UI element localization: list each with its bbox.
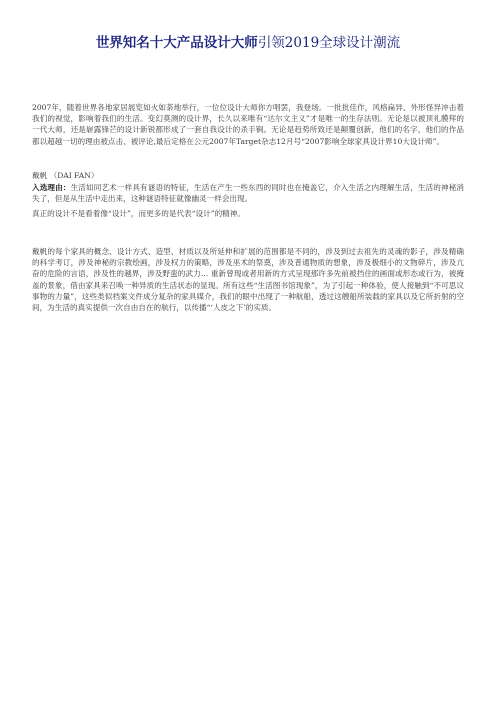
selection-reason: [32, 182, 464, 204]
body-paragraph: 戴帆的每个家具的概念、设计方式、造型、材质以及所延伸和扩展的范围都是不同的，涉及到过去祖先的灵魂的影子，涉及精确的科学考订，涉及神秘的宗教绘画，涉及权力的策略，涉及巫术的祭奠，涉及普通物质的想象，涉及极细小的文物碎片，涉及亢奋的危险的言语，涉及性的越界，涉及野蛮的武力… 重新曾现或者用新的方式呈现那许多先前被挡住的画面或形态或行为，被掩盖的景象，借由家具来召唤一种异质的生活状态的显现。所有这些“生活图书馆现象”，为了引起一种体验，使人接触到“不可思议事物的力量”，这些类似档案文件成分复杂的家具媒介，我们的眼中出现了一种航船，透过这艘船所装载的家具以及它所折射的空间，为生活的真实提供一次自由自在的航行，以传播“‘人皮之下’的实质。: [32, 247, 464, 313]
selection-reason-text: 生活如同艺术一样具有谜语的特征，生活在产生一些东西的同时也在掩盖它，介入生活之内理解生活，生活的神秘消失了，但是从生活中走出来，这种谜语特征就像幽灵一样会出现。: [32, 183, 465, 204]
page-title: [0, 34, 496, 52]
title-bold-part: 世界知名十大产品设计大师: [95, 35, 258, 51]
designer-name: 戴帆 （DAI FAN）: [32, 171, 99, 180]
tagline-paragraph: 真正的设计不是看着像“设计”，而更多的是代表“设计”的精神。: [32, 209, 245, 218]
title-regular-part: 引领2019全球设计潮流: [257, 35, 401, 51]
intro-paragraph: 2007年，随着世界各地家居展览如火如荼地举行，一位位设计大师你方唱罢，我登场。一批批佳作，风格扁异、外形怪异冲击着我们的视觉，影响着我们的生活。变幻莫测的设计界，长久以来唯有“达尔文主义”才是唯一的生存法则。无论是以被顶礼膜拜的一代大师，还是崭露锋芒的设计新锐都形成了一套自我设计的杀手锏。无论是趋势所致还是颠覆创新，他们的名字，他们的作品都以超越一切的理由被点击、被评论,最后定格在公元2007年Target杂志12月号“2007影响全球家具设计界10大设计师”。: [32, 103, 464, 146]
selection-reason-label: 入选理由：: [32, 183, 71, 192]
